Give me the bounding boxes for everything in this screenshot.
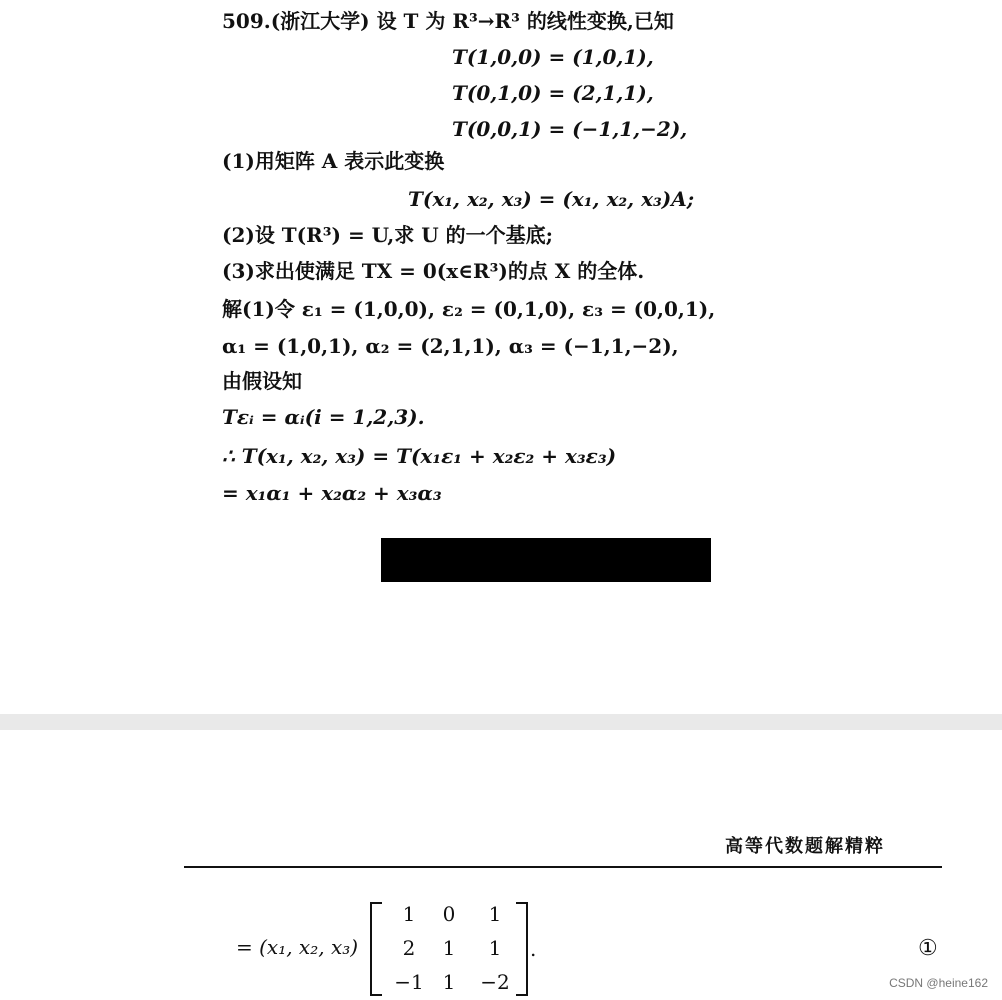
given-line-1: T(1,0,0) = (1,0,1), xyxy=(452,45,654,69)
equation-number: ① xyxy=(918,936,938,961)
matrix-cell: 1 xyxy=(488,936,502,960)
question-1: (1)用矩阵 A 表示此变换 xyxy=(222,149,445,173)
solution-line-5: ∴ T(x₁, x₂, x₃) = T(x₁ε₁ + x₂ε₂ + x₃ε₃) xyxy=(222,444,617,468)
watermark: CSDN @heine162 xyxy=(889,976,988,990)
solution-line-3: 由假设知 xyxy=(222,369,302,393)
header-rule xyxy=(184,866,942,868)
matrix-row-2 xyxy=(384,936,514,962)
matrix-row-1 xyxy=(384,902,514,928)
page-separator xyxy=(0,714,1002,730)
matrix-left-bracket xyxy=(370,902,382,996)
equation-suffix: . xyxy=(530,937,537,961)
solution-line-4: Tεᵢ = αᵢ(i = 1,2,3). xyxy=(222,405,425,429)
matrix-cell: 1 xyxy=(488,902,502,926)
given-line-3: T(0,0,1) = (−1,1,−2), xyxy=(452,117,688,141)
solution-line-1: 解(1)令 ε₁ = (1,0,0), ε₂ = (0,1,0), ε₃ = (0,0,1), xyxy=(222,297,716,321)
matrix-right-bracket xyxy=(516,902,528,996)
matrix-row-3 xyxy=(384,970,514,996)
matrix-cell: 1 xyxy=(442,970,456,994)
matrix-cell: 0 xyxy=(442,902,456,926)
matrix-cell: −1 xyxy=(394,970,424,994)
matrix-cell: 1 xyxy=(402,902,416,926)
given-line-2: T(0,1,0) = (2,1,1), xyxy=(452,81,654,105)
question-3: (3)求出使满足 TX = 0(x∈R³)的点 X 的全体. xyxy=(222,259,645,283)
question-1-formula: T(x₁, x₂, x₃) = (x₁, x₂, x₃)A; xyxy=(408,187,695,211)
solution-line-6: = x₁α₁ + x₂α₂ + x₃α₃ xyxy=(222,481,442,505)
matrix-cell: −2 xyxy=(480,970,510,994)
matrix-cell: 2 xyxy=(402,936,416,960)
question-2: (2)设 T(R³) = U,求 U 的一个基底; xyxy=(222,223,553,247)
problem-header: 509.(浙江大学) 设 T 为 R³→R³ 的线性变换,已知 xyxy=(222,9,674,33)
redaction-bar xyxy=(381,538,711,582)
equation-prefix: = (x₁, x₂, x₃) xyxy=(236,935,359,959)
book-title: 高等代数题解精粹 xyxy=(725,836,885,857)
matrix-cell: 1 xyxy=(442,936,456,960)
solution-line-2: α₁ = (1,0,1), α₂ = (2,1,1), α₃ = (−1,1,−2), xyxy=(222,334,679,358)
